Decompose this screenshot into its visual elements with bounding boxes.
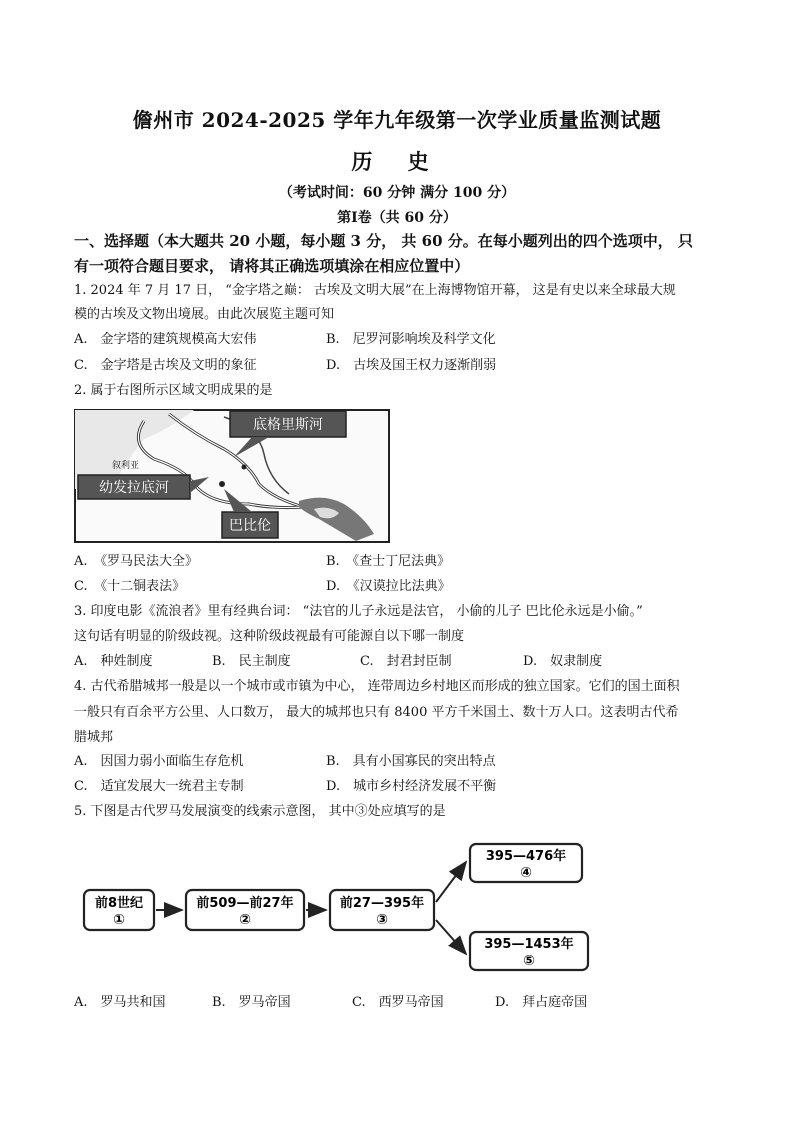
q5-option-b[interactable]: B. 罗马帝国 xyxy=(212,995,291,1010)
box2-period: 前509—前27年 xyxy=(196,896,294,911)
q3-option-a[interactable]: A. 种姓制度 xyxy=(74,654,153,669)
q2-option-d[interactable]: D. 《汉谟拉比法典》 xyxy=(326,579,451,594)
q4-option-c[interactable]: C. 适宜发展大一统君主专制 xyxy=(74,779,244,794)
q3-stem-line-2: 这句话有明显的阶级歧视。这种阶级歧视最有可能源自以下哪一制度 xyxy=(74,629,465,644)
box2-marker: ② xyxy=(239,912,251,928)
box5-marker: ⑤ xyxy=(523,953,535,969)
exam-info: （考试时间：60 分钟 满分 100 分） xyxy=(278,185,516,201)
q2-option-b[interactable]: B. 《查士丁尼法典》 xyxy=(326,554,451,569)
label-euphrates: 幼发拉底河 xyxy=(99,480,169,496)
box4-period: 395—476年 xyxy=(485,849,567,864)
q1-option-d[interactable]: D. 古埃及国王权力逐渐削弱 xyxy=(326,358,497,373)
q1-stem-line-2: 模的古埃及文物出境展。由此次展览主题可知 xyxy=(74,307,335,322)
q5-option-a[interactable]: A. 罗马共和国 xyxy=(74,995,166,1010)
q3-option-b[interactable]: B. 民主制度 xyxy=(212,654,291,669)
q3-option-c[interactable]: C. 封君封臣制 xyxy=(360,654,452,669)
subject-title: 历 史 xyxy=(351,149,443,174)
mesopotamia-map xyxy=(74,409,390,543)
label-babylon: 巴比伦 xyxy=(229,518,271,534)
city-dot xyxy=(242,465,247,470)
q1-stem-line-1: 1. 2024 年 7 月 17 日， “金字塔之巅： 古埃及文明大展”在上海博物馆开幕， 这是有史以来全球最大规 xyxy=(74,283,676,298)
label-syria: 叙利亚 xyxy=(112,461,140,471)
box5-period: 395—1453年 xyxy=(484,937,574,952)
box3-marker: ③ xyxy=(376,912,388,928)
q1-option-c[interactable]: C. 金字塔是古埃及文明的象征 xyxy=(74,358,257,373)
q3-option-d[interactable]: D. 奴隶制度 xyxy=(523,654,603,669)
q4-option-d[interactable]: D. 城市乡村经济发展不平衡 xyxy=(326,779,497,794)
city-dot xyxy=(219,481,225,487)
q5-option-c[interactable]: C. 西罗马帝国 xyxy=(352,995,444,1010)
q4-stem-line-1: 4. 古代希腊城邦一般是以一个城市或市镇为中心， 连带周边乡村地区而形成的独立国家。它们的国土面积 xyxy=(74,679,680,694)
q1-option-a[interactable]: A. 金字塔的建筑规模高大宏伟 xyxy=(74,332,257,347)
section-heading-line-1: 一、选择题（本大题共 20 小题，每小题 3 分， 共 60 分。在每小题列出的四个选项中， 只 xyxy=(74,232,693,250)
q4-stem-line-3: 腊城邦 xyxy=(74,730,114,745)
box1-period: 前8世纪 xyxy=(94,896,144,911)
volume-heading: 第Ⅰ卷（共 60 分） xyxy=(337,210,457,226)
label-tigris: 底格里斯河 xyxy=(253,417,323,433)
q1-option-b[interactable]: B. 尼罗河影响埃及科学文化 xyxy=(326,332,496,347)
q4-option-a[interactable]: A. 因国力弱小面临生存危机 xyxy=(74,754,244,769)
q4-option-b[interactable]: B. 具有小国寡民的突出特点 xyxy=(326,754,496,769)
box3-period: 前27—395年 xyxy=(339,896,425,911)
roman-timeline-diagram xyxy=(74,836,604,982)
q2-option-c[interactable]: C. 《十二铜表法》 xyxy=(74,579,186,594)
exam-title: 儋州市 2024-2025 学年九年级第一次学业质量监测试题 xyxy=(132,108,662,132)
section-heading-line-2: 有一项符合题目要求， 请将其正确选项填涂在相应位置中） xyxy=(74,257,470,275)
q2-stem: 2. 属于右图所示区域文明成果的是 xyxy=(74,383,273,398)
q2-option-a[interactable]: A. 《罗马民法大全》 xyxy=(74,554,199,569)
q5-option-d[interactable]: D. 拜占庭帝国 xyxy=(495,995,588,1010)
q3-stem-line-1: 3. 印度电影《流浪者》里有经典台词： “法官的儿子永远是法官， 小偷的儿子 巴比伦永远是小偷。” xyxy=(74,604,643,619)
q4-stem-line-2: 一般只有百余平方公里、人口数万， 最大的城邦也只有 8400 平方千米国土、数十万人口。这表明古代希 xyxy=(74,705,679,720)
box1-marker: ① xyxy=(113,912,125,928)
q5-stem: 5. 下图是古代罗马发展演变的线索示意图， 其中③处应填写的是 xyxy=(74,804,446,819)
box4-marker: ④ xyxy=(520,865,532,881)
